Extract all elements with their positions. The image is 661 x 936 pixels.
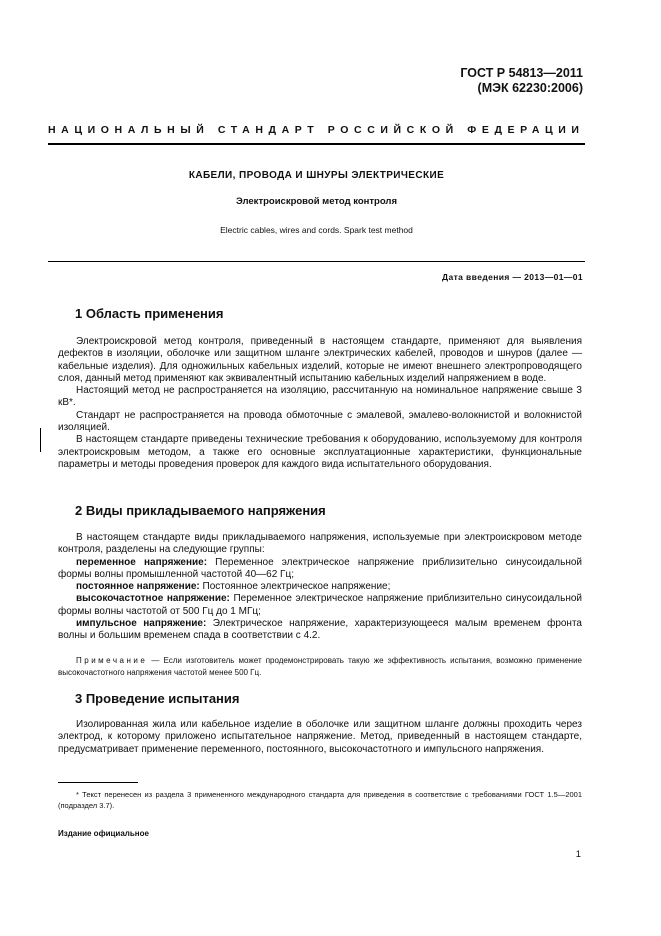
introduction-date: Дата введения — 2013—01—01 <box>442 272 583 282</box>
term: высокочастотное напряжение: <box>76 593 230 605</box>
document-title: КАБЕЛИ, ПРОВОДА И ШНУРЫ ЭЛЕКТРИЧЕСКИЕ <box>188 170 445 181</box>
english-title: Electric cables, wires and cords. Spark test method <box>220 225 413 235</box>
standard-code: ГОСТ Р 54813—2011 <box>460 66 583 80</box>
term: переменное напряжение: <box>76 556 208 568</box>
term: импульсное напряжение: <box>76 618 207 630</box>
term: постоянное напряжение: <box>76 581 200 593</box>
definition: Переменное электрическое напряжение приблизительно синусоидальной формы волны частотой от 500 Гц до 1 МГц; <box>58 593 582 617</box>
paragraph: Стандарт не распространяется на провода обмоточные с эмалевой, эмалево-волокнистой и волокнистой изоляцией. <box>58 409 582 434</box>
section-2-body <box>58 532 582 643</box>
note-text: — Если изготовитель может продемонстрировать такую же эффективность испытания, возможно применение высокочастотного напряжения частотой менее 500 Гц. <box>58 656 582 677</box>
definition: Переменное электрическое напряжение приблизительно синусоидальной формы волны промышленной частотой 40—62 Гц; <box>58 556 582 580</box>
header-rule <box>48 143 585 145</box>
list-item <box>58 593 582 618</box>
list-item <box>58 618 582 643</box>
list-item <box>58 581 582 593</box>
footnote: * Текст перенесен из раздела 3 примененного международного стандарта для приведения в соответствие с требованиями ГОСТ 1.5—2001 (подраздел 3.7). <box>58 790 582 810</box>
change-bar <box>40 428 41 452</box>
title-rule <box>48 261 585 262</box>
paragraph: Электроискровой метод контроля, приведенный в настоящем стандарте, применяют для выявления дефектов в изоляции, оболочке или защитном шланге электрических кабелей, проводов и шнуров (далее — кабельные изделия). Для одножильных кабельных изделий, которые не имеют внешнего электропроводящего слоя, данный метод применяют как эквивалентный испытанию кабельных изделий напряжением в воде. <box>58 336 582 384</box>
national-standard-banner: НАЦИОНАЛЬНЫЙ СТАНДАРТ РОССИЙСКОЙ ФЕДЕРАЦИИ <box>48 124 585 136</box>
section-3-heading: 3 Проведение испытания <box>75 691 240 706</box>
list-item <box>58 557 582 582</box>
iec-code: (МЭК 62230:2006) <box>477 81 583 95</box>
definition: Постоянное электрическое напряжение; <box>199 581 391 593</box>
section-2-heading: 2 Виды прикладываемого напряжения <box>75 503 326 518</box>
page-number: 1 <box>575 849 581 860</box>
definition: Электрическое напряжение, характеризующееся малым временем фронта волны и большим временем спада в соответствии с 4.2. <box>58 618 582 642</box>
paragraph: В настоящем стандарте приведены технические требования к оборудованию, используемому для контроля электроискровым методом, а также его основные эксплуатационные характеристики, функциональные параметры и методы проведения проверок для каждого вида испытательного оборудования. <box>58 434 582 470</box>
note <box>58 655 582 678</box>
section-1-heading: 1 Область применения <box>75 306 224 321</box>
document-subtitle: Электроискровой метод контроля <box>235 196 398 207</box>
official-edition-label: Издание официальное <box>58 829 149 838</box>
paragraph: Настоящий метод не распространяется на изоляцию, рассчитанную на номинальное напряжение свыше 3 кВ*. <box>58 385 582 409</box>
paragraph: В настоящем стандарте виды прикладываемого напряжения, используемые при электроискровом методе контроля, разделены на следующие группы: <box>58 532 582 556</box>
section-1-body <box>58 336 582 471</box>
paragraph: Изолированная жила или кабельное изделие в оболочке или защитном шланге должны проходить через электрод, к которому приложено испытательное напряжение. Метод, приведенный в настоящем стандарте, предусматривает применение переменного, постоянного, высокочастотного и импульсного напряжения. <box>58 719 582 755</box>
footnote-rule <box>58 782 138 783</box>
section-3-body <box>58 719 582 756</box>
note-label: Примечание <box>76 656 148 665</box>
